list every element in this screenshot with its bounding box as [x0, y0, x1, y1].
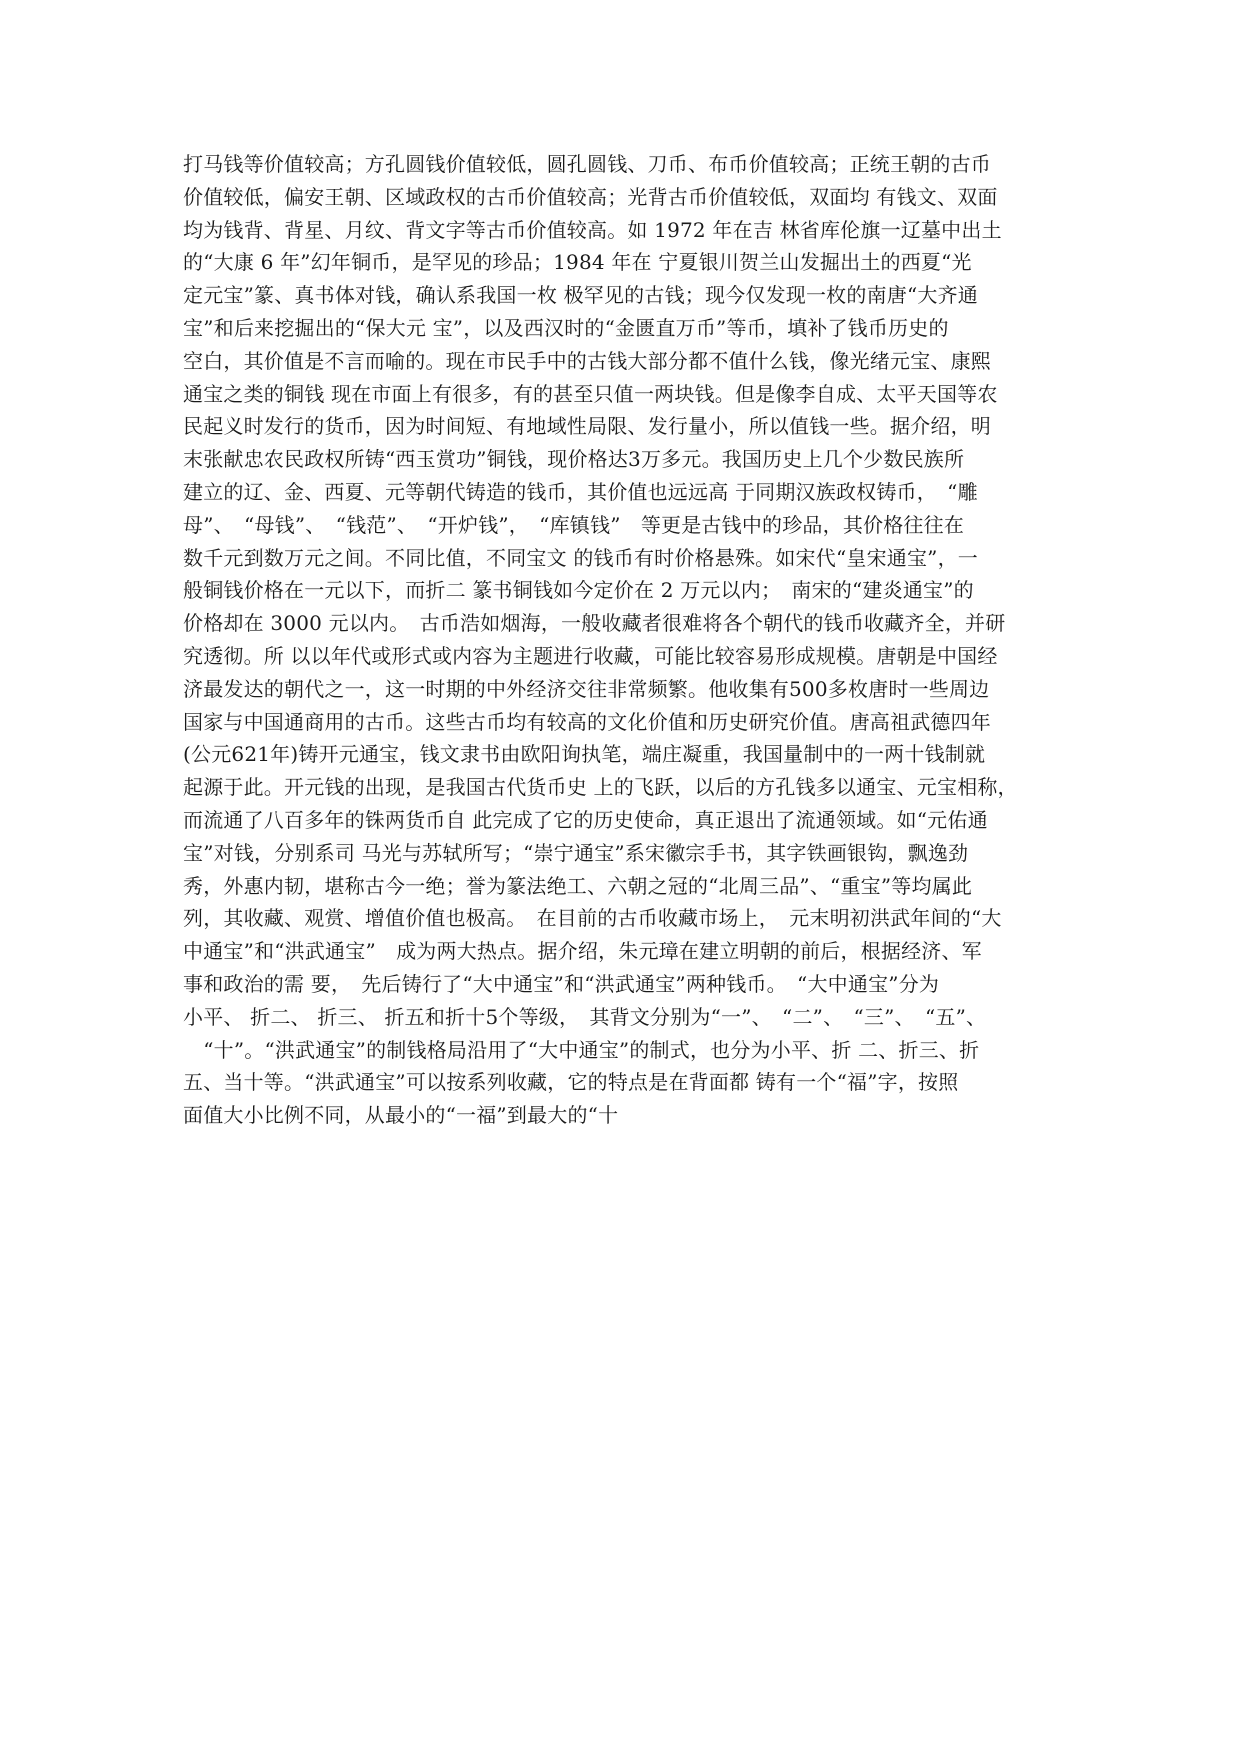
text-line: 定元宝”篆、真书体对钱，确认系我国一枚 极罕见的古钱；现今仅发现一枚的南唐“大齐通 [183, 283, 979, 308]
text-line: 建立的辽、金、西夏、元等朝代铸造的钱币，其价值也远远高 于同期汉族政权铸币， “雕 [183, 479, 978, 504]
text-line: 国家与中国通商用的古币。这些古币均有较高的文化价值和历史研究价值。唐高祖武德四年 [183, 709, 991, 734]
text-line: 济最发达的朝代之一，这一时期的中外经济交往非常频繁。他收集有500多枚唐时一些周边 [183, 676, 990, 701]
text-line: 五、当十等。“洪武通宝”可以按系列收藏，它的特点是在背面都 铸有一个“福”字，按照 [183, 1070, 959, 1095]
text-line: 民起义时发行的货币，因为时间短、有地域性局限、发行量小，所以值钱一些。据介绍，明 [183, 414, 991, 439]
text-line: 起源于此。开元钱的出现，是我国古代货币史 上的飞跃，以后的方孔钱多以通宝、元宝相称， [183, 775, 1018, 800]
text-line: 小平、 折二、 折三、 折五和折十5个等级， 其背文分别为“一”、 “二”、 “三”、 “五”、 [183, 1004, 987, 1029]
text-line: 母”、 “母钱”、 “钱范”、 “开炉钱”， “库镇钱” 等更是古钱中的珍品，其价格往往在 [183, 512, 965, 537]
body-text [183, 148, 1073, 1132]
text-line: 中通宝”和“洪武通宝” 成为两大热点。据介绍，朱元璋在建立明朝的前后，根据经济、军 [183, 939, 982, 964]
text-line: 而流通了八百多年的铢两货币自 此完成了它的历史使命，真正退出了流通领域。如“元佑通 [183, 807, 988, 832]
text-line: “十”。“洪武通宝”的制钱格局沿用了“大中通宝”的制式，也分为小平、折 二、折三、折 [183, 1037, 980, 1062]
text-line: 宝”对钱，分别系司 马光与苏轼所写；“崇宁通宝”系宋徽宗手书，其字铁画银钩，飘逸劲 [183, 840, 969, 865]
text-line: 空白，其价值是不言而喻的。现在市民手中的古钱大部分都不值什么钱，像光绪元宝、康熙 [183, 348, 991, 373]
text-line: 价值较低，偏安王朝、区域政权的古币价值较高；光背古币价值较低，双面均 有钱文、双面 [183, 184, 998, 209]
text-line: 均为钱背、背星、月纹、背文字等古币价值较高。如 1972 年在吉 林省库伦旗一辽墓中出土 [183, 217, 1002, 242]
text-line: 末张献忠农民政权所铸“西玉赏功”铜钱，现价格达3万多元。我国历史上几个少数民族所 [183, 447, 965, 472]
text-line: 数千元到数万元之间。不同比值，不同宝文 的钱币有时价格悬殊。如宋代“皇宋通宝”，一 [183, 545, 979, 570]
text-line: 般铜钱价格在一元以下，而折二 篆书铜钱如今定价在 2 万元以内； 南宋的“建炎通宝”的 [183, 578, 974, 603]
text-line: 的“大康 6 年”幻年铜币，是罕见的珍品；1984 年在 宁夏银川贺兰山发掘出土的西夏“光 [183, 250, 972, 275]
text-line: 通宝之类的铜钱 现在市面上有很多，有的甚至只值一两块钱。但是像李自成、太平天国等农 [183, 381, 998, 406]
text-line: 究透彻。所 以以年代或形式或内容为主题进行收藏，可能比较容易形成规模。唐朝是中国经 [183, 643, 998, 668]
text-line: (公元621年)铸开元通宝，钱文隶书由欧阳询执笔，端庄凝重，我国量制中的一两十钱制就 [183, 742, 986, 767]
text-line: 宝”和后来挖掘出的“保大元 宝”，以及西汉时的“金匮直万币”等币，填补了钱币历史的 [183, 315, 949, 340]
text-line: 打马钱等价值较高；方孔圆钱价值较低，圆孔圆钱、刀币、布币价值较高；正统王朝的古币 [183, 152, 991, 176]
text-line: 面值大小比例不同，从最小的“一福”到最大的“十 [183, 1103, 619, 1128]
text-line: 秀，外惠内韧，堪称古今一绝；誉为篆法绝工、六朝之冠的“北周三品”、“重宝”等均属此 [183, 873, 973, 898]
text-line: 价格却在 3000 元以内。 古币浩如烟海，一般收藏者很难将各个朝代的钱币收藏齐全，并研 [183, 611, 1006, 636]
text-line: 列，其收藏、观赏、增值价值也极高。 在目前的古币收藏市场上， 元末明初洪武年间的“大 [183, 906, 1002, 931]
text-line: 事和政治的需 要， 先后铸行了“大中通宝”和“洪武通宝”两种钱币。 “大中通宝”分为 [183, 971, 940, 996]
